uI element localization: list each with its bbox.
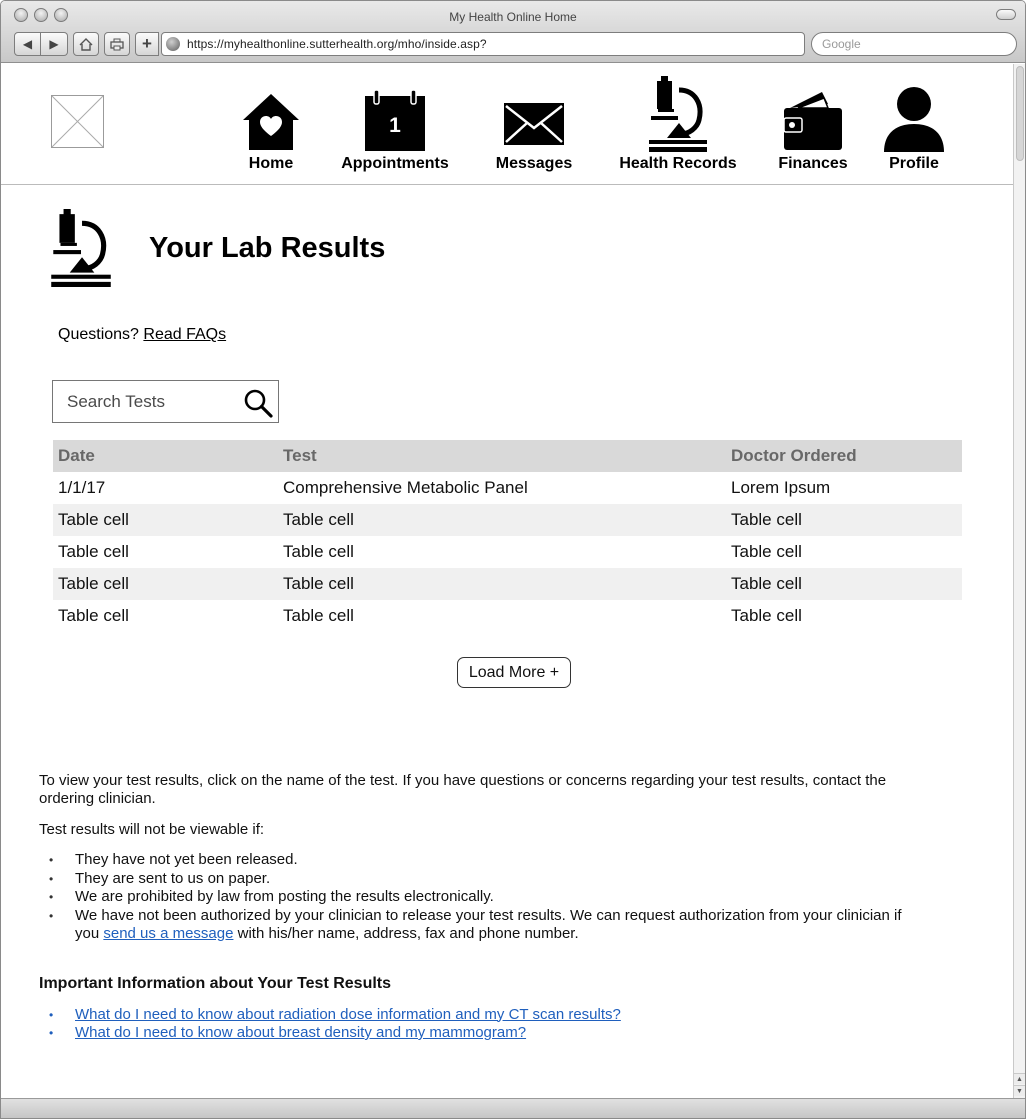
person-icon	[883, 86, 945, 152]
list-item: • They have not yet been released.	[39, 851, 919, 869]
nav-messages[interactable]	[474, 72, 594, 173]
important-info-heading: Important Information about Your Test Results	[39, 974, 392, 992]
not-viewable-list	[39, 851, 919, 943]
nav-profile[interactable]	[854, 72, 974, 173]
browser-search-placeholder: Google	[822, 37, 861, 51]
scroll-up-arrow-icon[interactable]: ▲	[1014, 1073, 1025, 1084]
search-tests-input[interactable]	[67, 391, 237, 413]
site-header	[1, 64, 1013, 185]
status-bar	[1, 1098, 1026, 1119]
table-row[interactable]	[53, 472, 962, 504]
cell-test[interactable]: Table cell	[278, 504, 726, 536]
site-globe-icon	[166, 37, 180, 51]
cell-date: 1/1/17	[58, 478, 106, 497]
home-icon	[241, 92, 301, 152]
back-button[interactable]	[14, 32, 41, 56]
nav-profile-label: Profile	[889, 155, 939, 172]
cell-doctor: Table cell	[731, 606, 802, 625]
load-more-button[interactable]: Load More +	[457, 657, 571, 688]
url-text[interactable]: https://myhealthonline.sutterhealth.org/mho/inside.asp?	[187, 37, 487, 51]
page-header-icon	[49, 209, 113, 292]
cell-test[interactable]: Comprehensive Metabolic Panel	[283, 478, 528, 497]
cell-date: Table cell	[58, 606, 129, 625]
logo-placeholder-icon	[52, 96, 103, 147]
list-item: • They are sent to us on paper.	[39, 870, 919, 888]
nav-appointments[interactable]	[335, 72, 455, 173]
read-faqs-link[interactable]: Read FAQs	[143, 326, 227, 343]
header-date[interactable]: Date	[53, 440, 278, 472]
page-title: Your Lab Results	[149, 232, 386, 264]
cell-doctor: Table cell	[726, 568, 962, 600]
search-tests-box[interactable]	[52, 380, 279, 423]
nav-finances-label: Finances	[778, 155, 848, 172]
cell-test[interactable]: Table cell	[283, 542, 354, 561]
list-item: • We are prohibited by law from posting the results electronically.	[39, 888, 919, 906]
print-button[interactable]	[104, 32, 130, 56]
search-icon[interactable]	[243, 388, 273, 418]
not-viewable-heading: Test results will not be viewable if:	[39, 821, 265, 838]
cell-test[interactable]: Table cell	[283, 606, 354, 625]
nav-home-label: Home	[248, 155, 294, 172]
calendar-badge: 1	[389, 114, 401, 137]
reason-last-before: We have not been authorized by your clinician to release your test results. We can request authorization from your clinician if you	[75, 906, 902, 942]
header-test[interactable]: Test	[278, 440, 726, 472]
printer-icon	[110, 38, 124, 51]
forward-button[interactable]	[41, 32, 68, 56]
send-us-a-message-link[interactable]: send us a message	[103, 924, 234, 942]
toolbar-toggle-button[interactable]	[996, 9, 1016, 20]
faq-line	[58, 326, 226, 344]
header-doctor-ordered[interactable]: Doctor Ordered	[726, 440, 962, 472]
calendar-icon	[364, 90, 426, 152]
scroll-down-arrow-icon[interactable]: ▼	[1014, 1085, 1025, 1096]
back-arrow-icon: ◀	[22, 37, 33, 51]
cell-date: Table cell	[53, 504, 278, 536]
add-bookmark-button[interactable]	[135, 32, 159, 56]
info-section	[39, 772, 919, 1074]
window-title: My Health Online Home	[449, 10, 577, 24]
main-content	[1, 185, 1013, 1098]
ct-scan-radiation-link[interactable]: What do I need to know about radiation dose information and my CT scan results?	[75, 1005, 621, 1023]
table-row[interactable]	[53, 568, 962, 600]
nav-appointments-label: Appointments	[341, 155, 449, 172]
nav-health-records-label: Health Records	[619, 155, 737, 172]
nav-home[interactable]	[211, 72, 331, 173]
reason-last-after: with his/her name, address, fax and phone number.	[237, 924, 579, 942]
cell-doctor: Table cell	[726, 504, 962, 536]
breast-density-link[interactable]: What do I need to know about breast density and my mammogram?	[75, 1024, 527, 1041]
lab-results-table	[53, 440, 962, 632]
plus-icon: +	[142, 34, 152, 53]
envelope-icon	[503, 102, 565, 146]
important-links-list	[39, 1006, 919, 1043]
list-item	[39, 1024, 919, 1042]
list-item	[39, 1006, 919, 1024]
table-row[interactable]	[53, 600, 962, 632]
url-bar[interactable]	[161, 32, 805, 56]
logo-placeholder[interactable]	[51, 95, 104, 148]
table-header-row	[53, 440, 962, 472]
browser-search-field[interactable]	[811, 32, 1017, 56]
home-browser-icon	[79, 38, 93, 51]
table-row[interactable]	[53, 504, 962, 536]
wallet-icon	[782, 90, 844, 150]
home-browser-button[interactable]	[73, 32, 99, 56]
cell-doctor: Table cell	[731, 542, 802, 561]
nav-health-records[interactable]	[618, 72, 738, 173]
faq-prefix: Questions?	[58, 326, 139, 343]
table-row[interactable]	[53, 536, 962, 568]
list-item	[39, 907, 919, 943]
info-intro: To view your test results, click on the name of the test. If you have questions or concerns regarding your test results, contact the ordering clinician.	[39, 772, 887, 807]
cell-test[interactable]: Table cell	[278, 568, 726, 600]
cell-date: Table cell	[53, 568, 278, 600]
microscope-icon	[49, 209, 113, 287]
vertical-scrollbar[interactable]	[1013, 64, 1025, 1098]
cell-doctor: Lorem Ipsum	[731, 478, 831, 497]
browser-titlebar	[1, 1, 1025, 63]
cell-date: Table cell	[58, 542, 129, 561]
nav-messages-label: Messages	[495, 155, 573, 172]
microscope-icon	[647, 76, 709, 152]
forward-arrow-icon: ▶	[49, 37, 59, 51]
vertical-scroll-thumb[interactable]	[1016, 66, 1024, 161]
